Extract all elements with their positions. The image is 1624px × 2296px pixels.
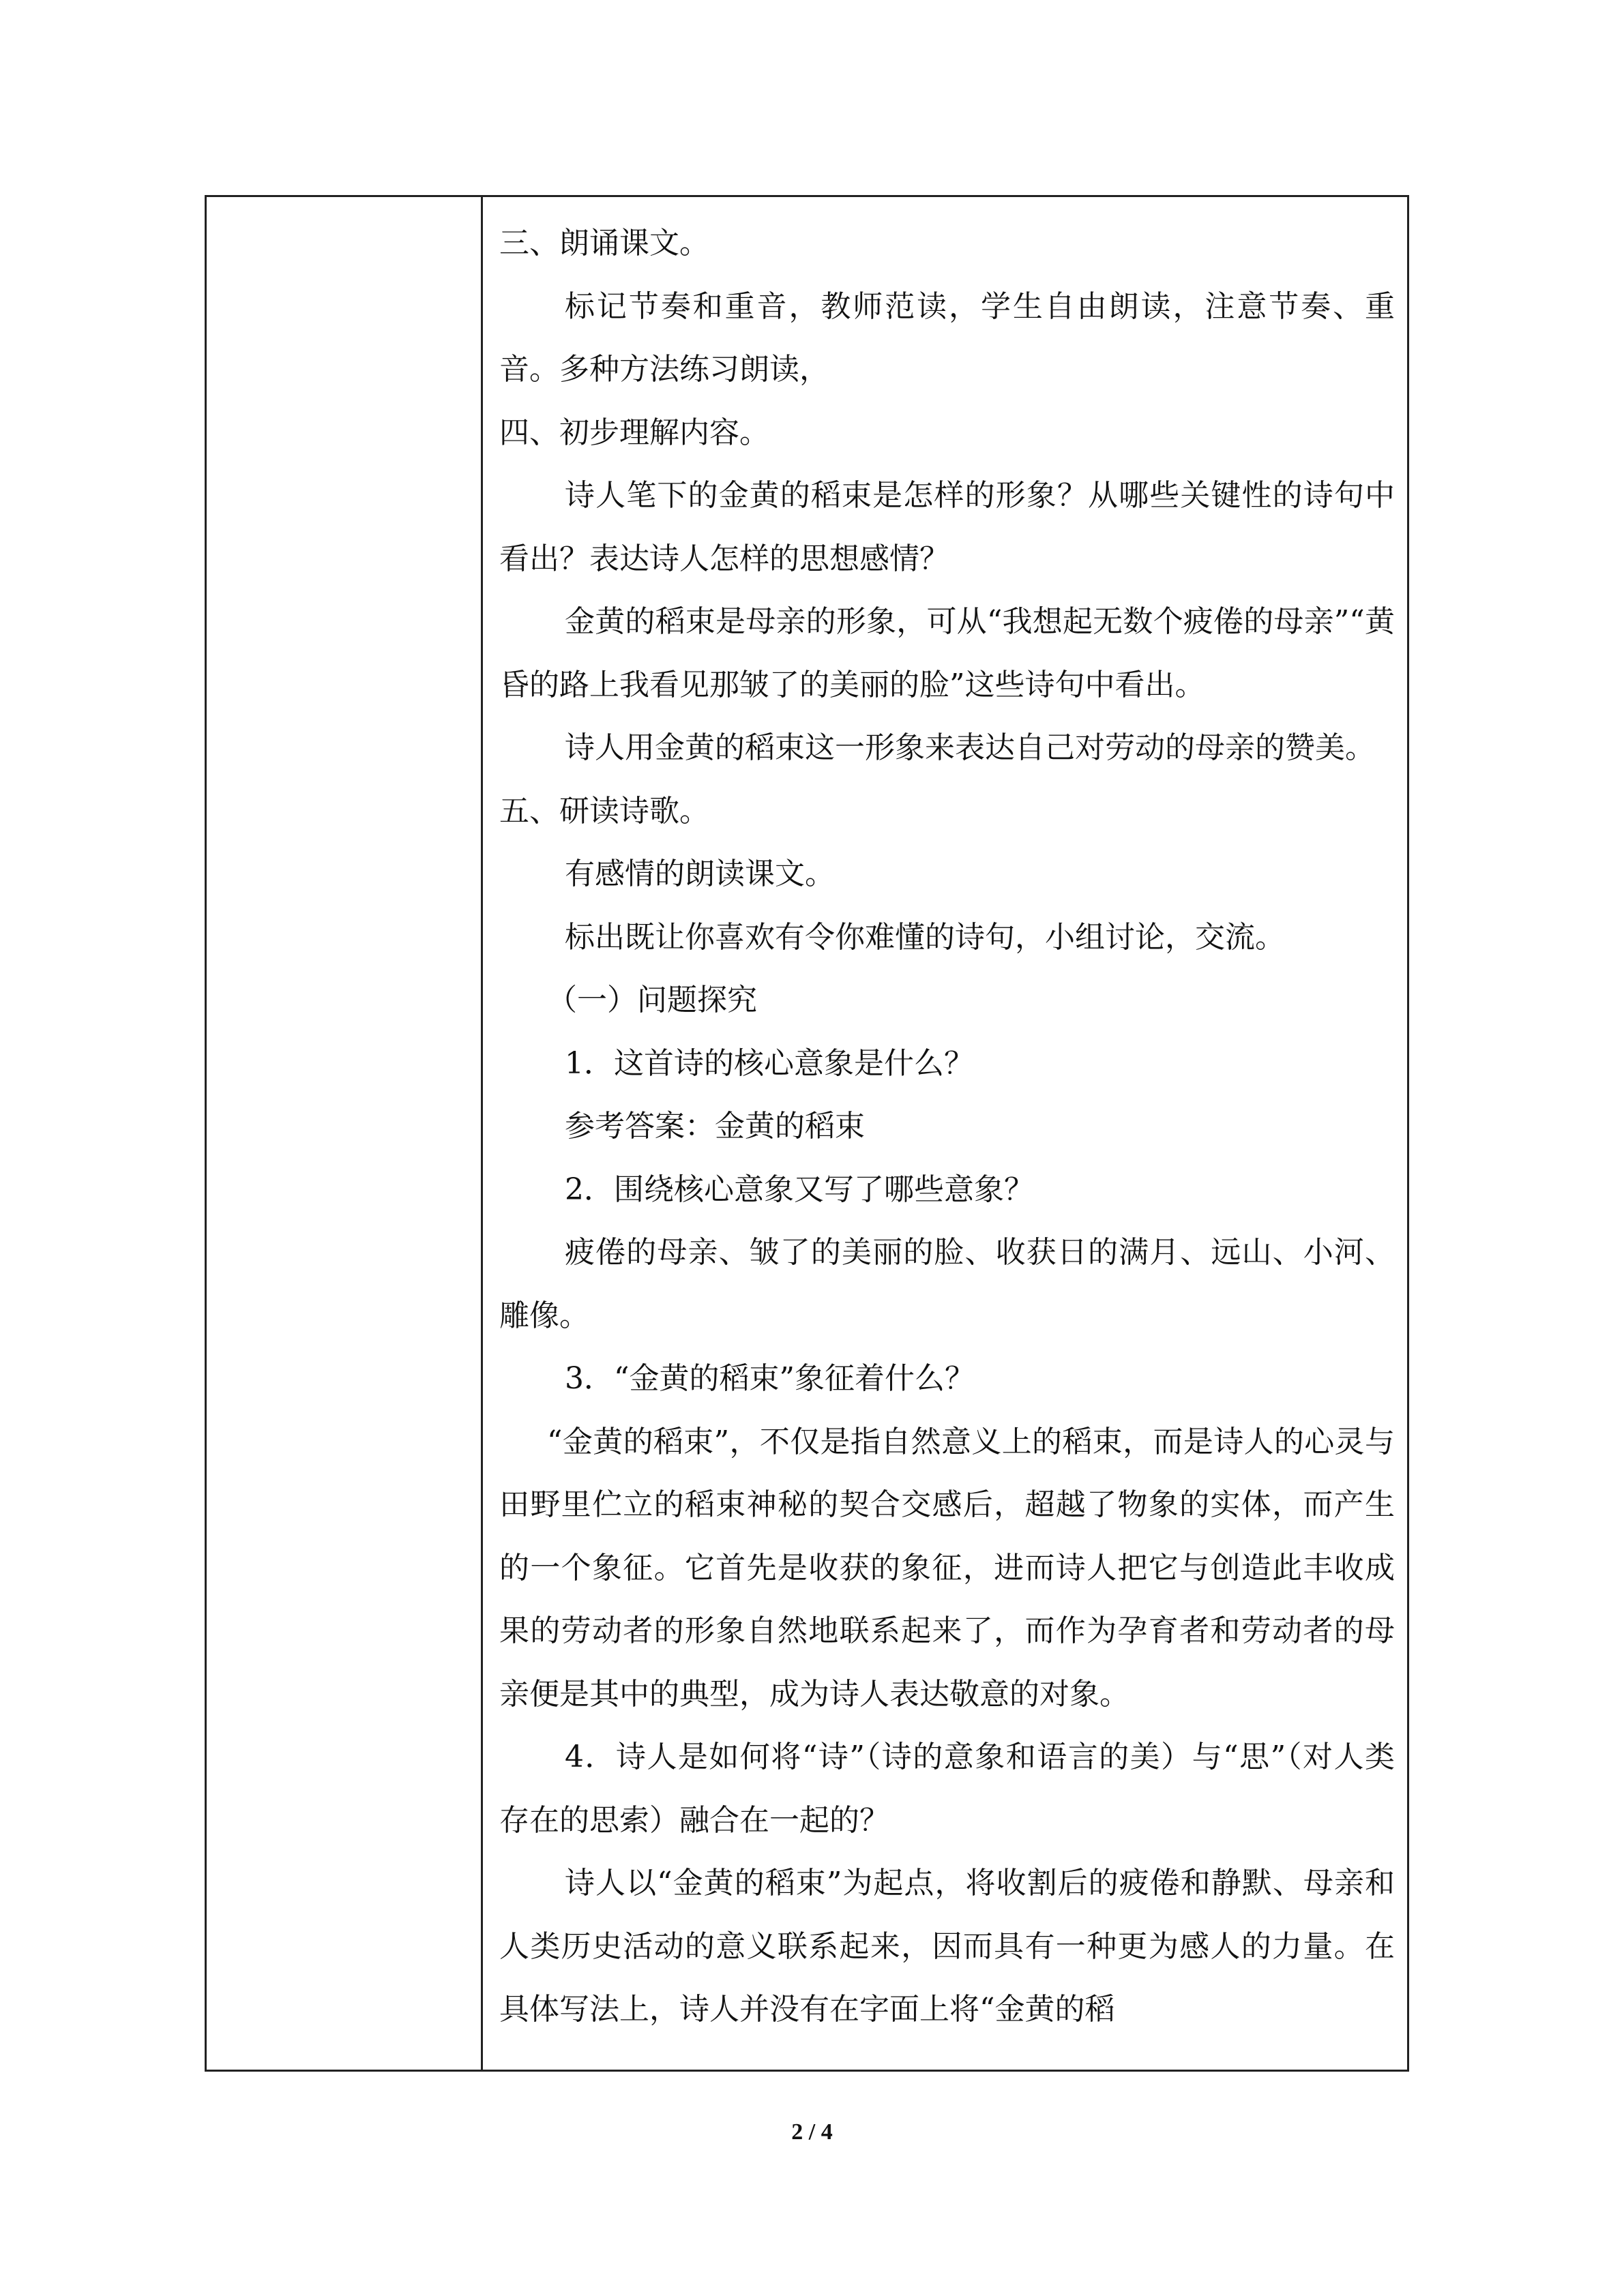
section-heading: 三、朗诵课文。 <box>499 226 709 260</box>
answer: “金黄的稻束”，不仅是指自然意义上的稻束，而是诗人的心灵与田野里伫立的稻束神秘的契合交感后，超越了物象的实体，而产生的一个象征。它首先是收获的象征，进而诗人把它与创造此丰收成果的劳动者的形象自然地联系起来了，而作为孕育者和劳动者的母亲便是其中的典型，成为诗人表达敬意的对象。 <box>499 1424 1395 1712</box>
subsection-heading: （一）问题探究 <box>547 983 757 1017</box>
table-left-column <box>207 197 483 2070</box>
answer: 诗人以“金黄的稻束”为起点，将收割后的疲倦和静默、母亲和人类历史活动的意义联系起来，因而具有一种更为感人的力量。在具体写法上，诗人并没有在字面上将“金黄的稻 <box>499 1866 1395 2027</box>
answer: 参考答案：金黄的稻束 <box>565 1109 865 1144</box>
question: 2．围绕核心意象又写了哪些意象？ <box>565 1172 1034 1207</box>
paragraph: 标出既让你喜欢有令你难懂的诗句，小组讨论，交流。 <box>565 919 1285 955</box>
lesson-table <box>205 195 1409 2072</box>
paragraph: 有感情的朗读课文。 <box>565 856 835 891</box>
answer: 疲倦的母亲、皱了的美丽的脸、收获日的满月、远山、小河、雕像。 <box>499 1235 1395 1333</box>
question: 4．诗人是如何将“诗”（诗的意象和语言的美）与“思”（对人类存在的思索）融合在一起的？ <box>499 1740 1395 1838</box>
page-number: 2 / 4 <box>791 2119 833 2145</box>
paragraph: 诗人笔下的金黄的稻束是怎样的形象？从哪些关键性的诗句中看出？表达诗人怎样的思想感情？ <box>499 478 1395 576</box>
paragraph: 诗人用金黄的稻束这一形象来表达自己对劳动的母亲的赞美。 <box>565 730 1375 765</box>
section-heading: 四、初步理解内容。 <box>499 415 769 450</box>
paragraph: 金黄的稻束是母亲的形象，可从“我想起无数个疲倦的母亲”“黄昏的路上我看见那皱了的美丽的脸”这些诗句中看出。 <box>499 604 1395 702</box>
question: 3．“金黄的稻束”象征着什么？ <box>565 1361 975 1396</box>
table-content-column <box>483 197 1407 2070</box>
section-heading: 五、研读诗歌。 <box>499 793 709 829</box>
paragraph: 标记节奏和重音，教师范读，学生自由朗读，注意节奏、重音。多种方法练习朗读， <box>499 288 1395 387</box>
question: 1．这首诗的核心意象是什么？ <box>565 1045 974 1081</box>
